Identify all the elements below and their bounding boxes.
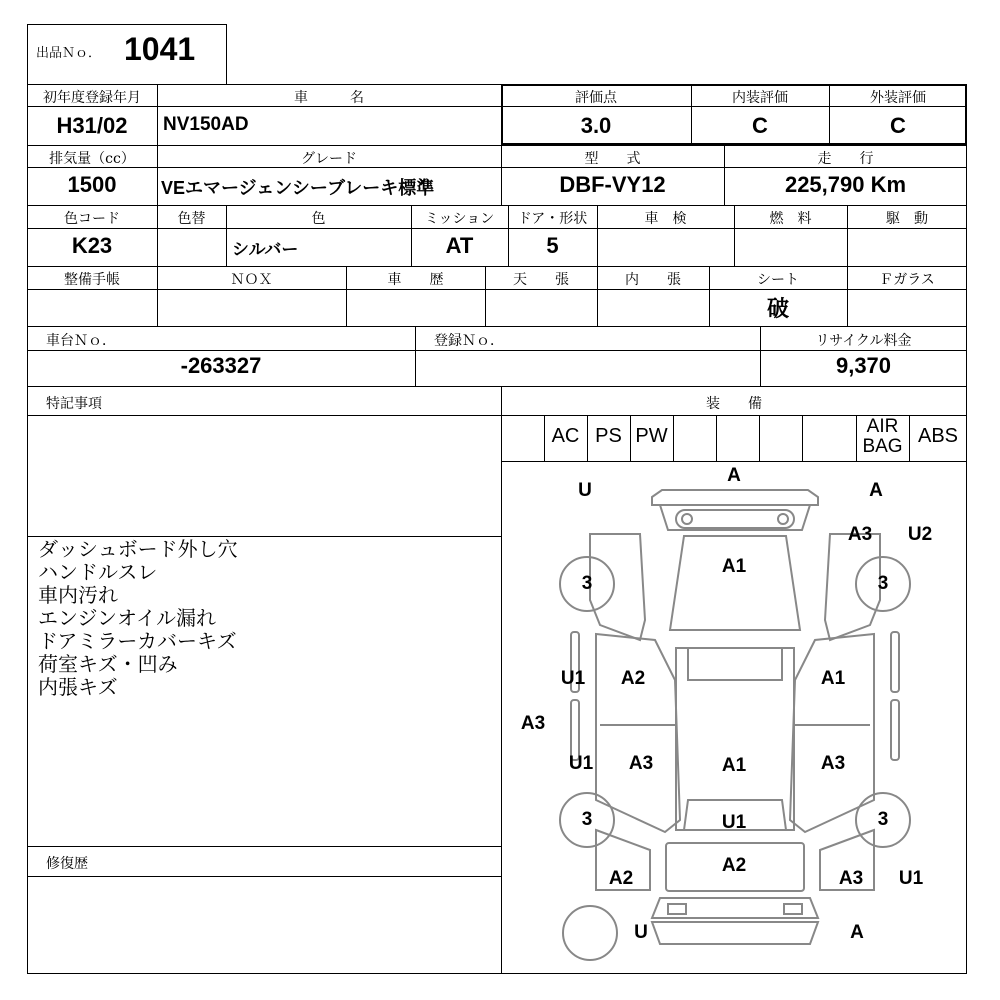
color-change-label: 色替: [177, 211, 206, 227]
damage-mark: 3: [581, 809, 593, 830]
equipment-item-abs: ABS: [917, 425, 959, 447]
color-code-label: 色コード: [64, 211, 120, 227]
damage-mark: U1: [898, 868, 924, 889]
grade-value: VEエマージェンシーブレーキ標準: [161, 178, 435, 198]
exterior-score-label: 外装評価: [870, 90, 926, 106]
notes-line: ドアミラーカバーキズ: [38, 629, 237, 653]
notes-line: 車内汚れ: [38, 583, 118, 607]
damage-mark: A: [727, 465, 741, 486]
notes-line: ダッシュボード外し穴: [38, 537, 238, 561]
seat-value: 破: [766, 297, 789, 322]
damage-mark: A3: [520, 713, 546, 734]
door-value: 5: [546, 233, 559, 258]
equipment-label: 装 備: [706, 396, 762, 412]
damage-mark: U1: [560, 668, 586, 689]
fuel-label: 燃 料: [769, 211, 812, 227]
score-value: 3.0: [580, 113, 612, 138]
door-label: ドア・形状: [517, 211, 588, 227]
damage-mark: A3: [838, 868, 864, 889]
notes-line: ハンドルスレ: [38, 560, 158, 584]
damage-mark: U: [634, 922, 648, 943]
registration-value: H31/02: [56, 113, 128, 138]
mileage-label: 走 行: [817, 151, 874, 167]
damage-mark: A1: [820, 668, 846, 689]
mission-value: AT: [445, 233, 474, 258]
lot-number-value: 1041: [124, 31, 196, 67]
equipment-item-airbag: AIR BAG: [862, 416, 903, 457]
damage-mark: U2: [907, 524, 933, 545]
nox-label: ＮＯＸ: [230, 272, 273, 288]
color-label: 色: [311, 211, 326, 227]
chassis-value: -263327: [180, 353, 262, 378]
damage-mark: A: [869, 480, 883, 501]
damage-mark: A1: [721, 556, 747, 577]
score-label: 評価点: [575, 90, 617, 106]
equipment-item-ps: PS: [595, 425, 622, 447]
registration-number-label: 登録Ｎｏ．: [434, 333, 504, 349]
f-glass-label: Ｆガラス: [879, 272, 935, 288]
damage-mark: U1: [568, 753, 594, 774]
interior-score-label: 内装評価: [732, 90, 788, 106]
history-label: 車 歴: [387, 272, 444, 288]
damage-mark: A2: [608, 868, 634, 889]
damage-mark: A2: [620, 668, 646, 689]
damage-mark: 3: [581, 573, 593, 594]
mission-label: ミッション: [424, 211, 495, 227]
model-label: 型 式: [584, 151, 641, 167]
exterior-score-value: C: [890, 113, 906, 138]
equipment-item-pw: PW: [635, 425, 668, 447]
damage-mark: A1: [721, 755, 747, 776]
inspection-label: 車 検: [644, 211, 687, 227]
notes-line: 荷室キズ・凹み: [38, 652, 178, 676]
maintenance-book-label: 整備手帳: [64, 272, 120, 288]
damage-mark: 3: [877, 573, 889, 594]
mileage-value: 225,790 Km: [784, 172, 907, 197]
lot-number-label: 出品Ｎｏ．: [36, 46, 102, 61]
damage-mark: 3: [877, 809, 889, 830]
notes-line: エンジンオイル漏れ: [38, 606, 216, 630]
seat-label: シート: [757, 272, 799, 288]
drive-label: 駆 動: [886, 211, 928, 227]
registration-label: 初年度登録年月: [43, 90, 141, 106]
headliner-label: 天 張: [513, 272, 569, 288]
recycle-fee-label: リサイクル料金: [815, 333, 912, 349]
model-value: DBF-VY12: [559, 172, 666, 197]
grade-label: グレード: [301, 151, 357, 167]
interior-score-value: C: [752, 113, 768, 138]
lot-number-box: [27, 24, 227, 85]
repair-history-label: 修復歴: [46, 856, 88, 872]
recycle-fee-value: 9,370: [835, 353, 892, 378]
car-name-label: 車 名: [294, 90, 364, 106]
damage-mark: U1: [721, 812, 747, 833]
damage-mark: A: [850, 922, 864, 943]
interior-trim-label: 内 張: [625, 272, 681, 288]
damage-mark: A3: [820, 753, 846, 774]
car-name-value: NV150AD: [163, 114, 249, 135]
notes-label: 特記事項: [46, 396, 102, 412]
damage-mark: U: [578, 480, 592, 501]
damage-mark: A3: [847, 524, 873, 545]
displacement-label: 排気量（cc）: [49, 151, 135, 167]
damage-mark: A2: [721, 855, 747, 876]
color-code-value: K23: [71, 233, 113, 258]
displacement-value: 1500: [67, 172, 117, 197]
chassis-label: 車台Ｎｏ．: [46, 333, 116, 349]
notes-line: 内張キズ: [38, 675, 118, 699]
color-value: シルバー: [232, 240, 299, 259]
equipment-item-ac: AC: [551, 425, 580, 447]
damage-mark: A3: [628, 753, 654, 774]
